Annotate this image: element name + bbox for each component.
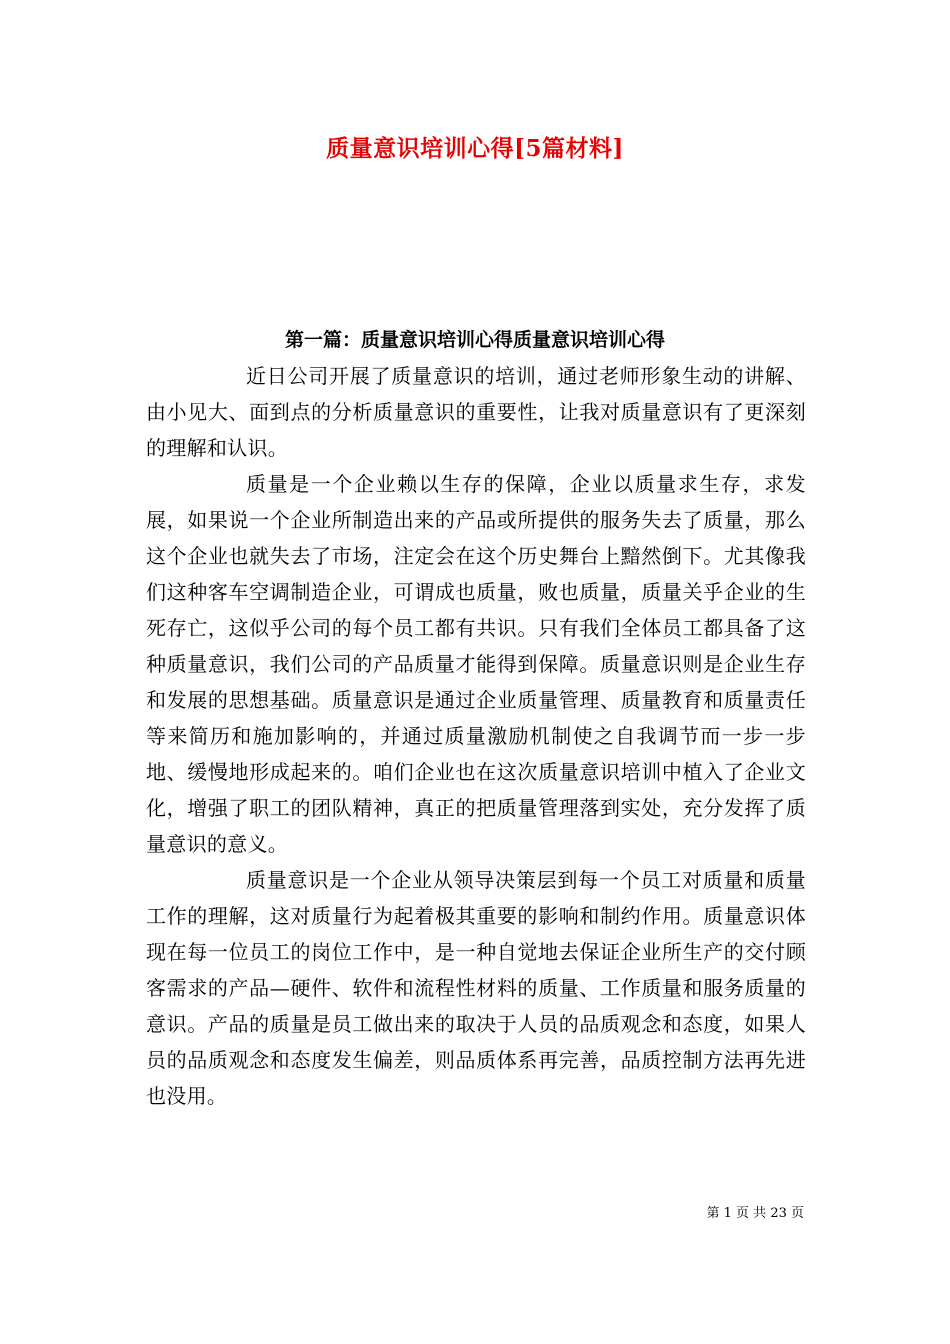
paragraph-1: 近日公司开展了质量意识的培训，通过老师形象生动的讲解、由小见大、面到点的分析质量意识的重要性，让我对质量意识有了更深刻的理解和认识。 xyxy=(146,364,806,460)
page-number-footer: 第 1 页 共 23 页 xyxy=(706,1206,804,1221)
section-heading: 第一篇：质量意识培训心得质量意识培训心得 xyxy=(284,329,665,351)
document-title: 质量意识培训心得[5篇材料] xyxy=(326,135,624,162)
paragraph-2: 质量是一个企业赖以生存的保障，企业以质量求生存，求发展，如果说一个企业所制造出来的产品或所提供的服务失去了质量，那么这个企业也就失去了市场，注定会在这个历史舞台上黯然倒下。尤其像我们这种客车空调制造企业，可谓成也质量，败也质量，质量关乎企业的生死存亡，这似乎公司的每个员工都有共识。只有我们全体员工都具备了这种质量意识，我们公司的产品质量才能得到保障。质量意识则是企业生存和发展的思想基础。质量意识是通过企业质量管理、质量教育和质量责任等来简历和施加影响的，并通过质量激励机制使之自我调节而一步一步地、缓慢地形成起来的。咱们企业也在这次质量意识培训中植入了企业文化，增强了职工的团队精神，真正的把质量管理落到实处，充分发挥了质量意识的意义。 xyxy=(146,472,806,856)
paragraph-3: 质量意识是一个企业从领导决策层到每一个员工对质量和质量工作的理解，这对质量行为起着极其重要的影响和制约作用。质量意识体现在每一位员工的岗位工作中，是一种自觉地去保证企业所生产的交付顾客需求的产品—硬件、软件和流程性材料的质量、工作质量和服务质量的意识。产品的质量是员工做出来的取决于人员的品质观念和态度，如果人员的品质观念和态度发生偏差，则品质体系再完善，品质控制方法再先进也没用。 xyxy=(146,868,806,1108)
document-body xyxy=(146,358,806,1114)
